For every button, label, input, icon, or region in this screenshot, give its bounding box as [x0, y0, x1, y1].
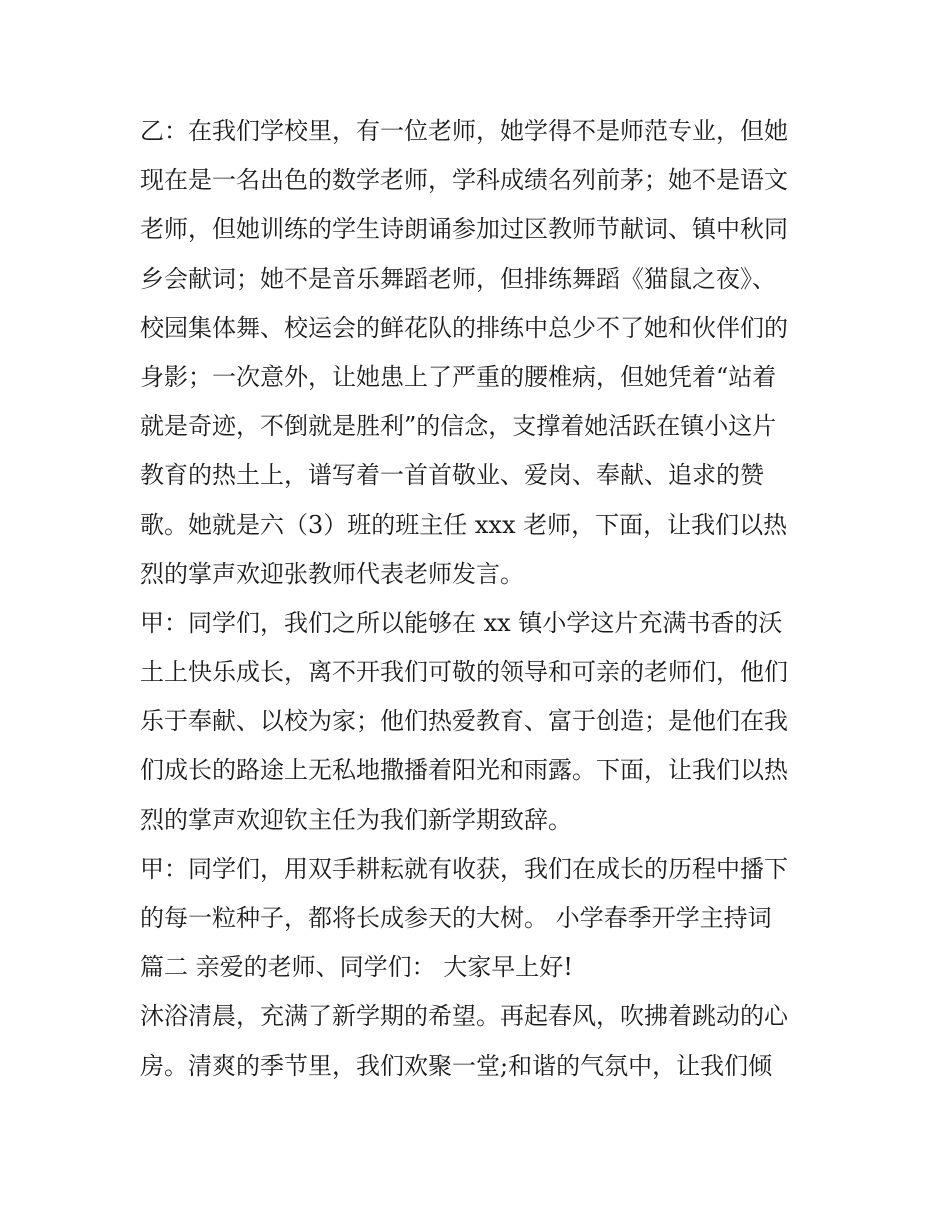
text-line: 甲：同学们，用双手耕耘就有收获，我们在成长的历程中播下: [140, 854, 788, 883]
text-line: 老师，但她训练的学生诗朗诵参加过区教师节献词、镇中秋同: [140, 215, 788, 244]
text-line: 就是奇迹，不倒就是胜利”的信念，支撑着她活跃在镇小这片: [140, 412, 777, 441]
text-line: 篇二 亲爱的老师、同学们： 大家早上好!: [140, 953, 573, 982]
text-line: 校园集体舞、校运会的鲜花队的排练中总少不了她和伙伴们的: [140, 313, 788, 342]
document-body: [140, 107, 830, 1091]
text-line: 烈的掌声欢迎张教师代表老师发言。: [140, 559, 524, 588]
text-line: 身影；一次意外，让她患上了严重的腰椎病，但她凭着“站着: [140, 362, 777, 391]
text-line: 乐于奉献、以校为家；他们热爱教育、富于创造；是他们在我: [140, 707, 788, 736]
text-line: 甲：同学们，我们之所以能够在 xx 镇小学这片充满书香的沃: [140, 608, 783, 637]
text-line: 的每一粒种子，都将长成参天的大树。 小学春季开学主持词: [140, 904, 772, 932]
text-line: 乡会献词；她不是音乐舞蹈老师，但排练舞蹈《猫鼠之夜》、: [140, 264, 776, 293]
text-line: 土上快乐成长，离不开我们可敬的领导和可亲的老师们，他们: [140, 658, 788, 687]
text-line: 教育的热土上，谱写着一首首敬业、爱岗、奉献、追求的赞: [140, 461, 764, 490]
text-line: 沐浴清晨，充满了新学期的希望。再起春风，吹拂着跳动的心: [140, 1002, 788, 1031]
text-line: 房。清爽的季节里，我们欢聚一堂;和谐的气氛中，让我们倾: [140, 1051, 773, 1080]
text-line: 现在是一名出色的数学老师，学科成绩名列前茅；她不是语文: [140, 166, 788, 195]
text-line: 们成长的路途上无私地撒播着阳光和雨露。下面，让我们以热: [140, 756, 788, 785]
text-line: 烈的掌声欢迎钦主任为我们新学期致辞。: [140, 805, 572, 834]
text-line: 乙：在我们学校里，有一位老师，她学得不是师范专业，但她: [140, 117, 788, 145]
text-line: 歌。她就是六（3）班的班主任 xxx 老师，下面，让我们以热: [140, 510, 788, 539]
